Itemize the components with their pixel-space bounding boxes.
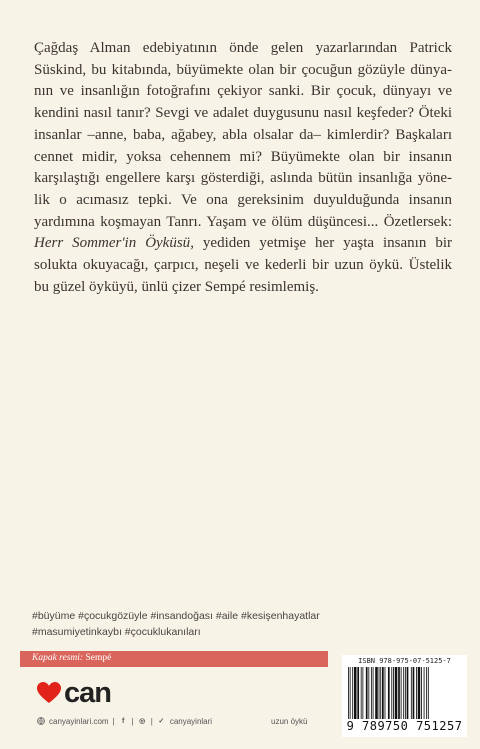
blurb-line-rest: , yediden yetmişe her yaşta insanın bir: [190, 235, 453, 252]
barcode-bar: [348, 667, 349, 719]
heart-icon: [36, 681, 62, 705]
barcode-bar: [352, 667, 353, 719]
blurb-line: bu güzel öyküyü, ünlü çizer Sempé resimlemiş.: [34, 278, 319, 295]
barcode-bar: [368, 667, 369, 719]
barcode-bar: [379, 667, 380, 719]
blurb-line: solukta okuyacağı, çarpıcı, neşeli ve kederli bir uzun öykü. Üstelik: [34, 257, 452, 274]
twitter-icon[interactable]: ✓: [158, 718, 165, 725]
barcode-bar: [393, 667, 394, 719]
blurb-line: insanlar –anne, baba, ağabey, abla olsalar da– kimlerdir? Başkaları: [34, 126, 452, 143]
cover-credit-bar: [20, 651, 328, 667]
facebook-icon[interactable]: f: [121, 718, 125, 725]
barcode-bar: [413, 667, 415, 719]
barcode-bar: [403, 667, 404, 719]
isbn-label: ISBN 978-975-07-5125-7: [358, 657, 451, 665]
barcode-bar: [401, 667, 402, 719]
globe-icon: [36, 717, 45, 726]
barcode-bar: [411, 667, 412, 719]
barcode-bar: [380, 667, 381, 719]
barcode-bar: [373, 667, 374, 719]
blurb-line: cennet midir, yoksa cehennem mi? Büyümekte olan bir insanın: [34, 148, 452, 165]
blurb-line: nın ve insanlığın fotoğrafını çekiyor sanki. Bir çocuk, dünyayı ve: [34, 83, 452, 100]
barcode-bar: [385, 667, 386, 719]
blurb-line: lik o acımasız tepki. Ve ona gereksinim duyulduğunda insanın: [34, 191, 452, 208]
barcode-bar: [366, 667, 368, 719]
barcode-bar: [350, 667, 351, 719]
back-cover-blurb: [34, 38, 452, 298]
genre-label: uzun öykü: [271, 717, 308, 726]
hashtags-line: #masumiyetinkaybı #çocuklukanıları: [32, 626, 201, 638]
book-title-italic: Herr Sommer'in Öyküsü: [34, 235, 191, 252]
barcode-bar: [361, 667, 362, 719]
barcode-bar: [398, 667, 400, 719]
blurb-line: kendini nasıl tanır? Sevgi ve adalet duygusunu nasıl keşfeder? Öteki: [34, 105, 452, 122]
barcode-bar: [375, 667, 378, 719]
separator: |: [150, 717, 153, 726]
barcode-bar: [424, 667, 425, 719]
separator: |: [112, 717, 115, 726]
barcode-bar: [354, 667, 357, 719]
blurb-line: [34, 233, 452, 255]
barcode-bar: [391, 667, 392, 719]
hashtags-line: #büyüme #çocukgözüyle #insandoğası #aile #kesişenhayatlar: [32, 610, 320, 622]
barcode-box: [342, 655, 467, 737]
barcode: [346, 667, 463, 719]
cover-credit-label: Kapak resmi:: [32, 653, 84, 663]
blurb-line: Çağdaş Alman edebiyatının önde gelen yazarlarından Patrick: [34, 40, 452, 56]
barcode-bar: [371, 667, 372, 719]
blurb-line: yardımına koşmayan Tanrı. Yaşam ve ölüm düşüncesi... Özetlersek:: [34, 213, 452, 230]
barcode-bar: [357, 667, 359, 719]
hashtags: [32, 608, 320, 640]
barcode-bar: [395, 667, 398, 719]
barcode-bar: [421, 667, 422, 719]
social-handle[interactable]: canyayinlari: [169, 717, 213, 726]
website-link[interactable]: canyayinlari.com: [49, 717, 109, 726]
logo-text: can: [64, 677, 111, 709]
cover-credit: [32, 653, 111, 663]
instagram-icon[interactable]: ◎: [139, 718, 146, 725]
publisher-footer: [36, 717, 212, 726]
cover-credit-name: Sempé: [83, 653, 112, 663]
barcode-bar: [428, 667, 429, 719]
barcode-digits: 9 789750 751257: [346, 719, 463, 733]
barcode-bar: [382, 667, 384, 719]
publisher-logo: [36, 678, 111, 708]
barcode-bar: [388, 667, 390, 719]
blurb-line: Süskind, bu kitabında, büyümekte olan bir çocuğun gözüyle dünya-: [34, 61, 452, 78]
barcode-bar: [362, 667, 363, 719]
barcode-bar: [407, 667, 409, 719]
barcode-bar: [418, 667, 421, 719]
barcode-bar: [405, 667, 406, 719]
barcode-bar: [426, 667, 427, 719]
barcode-bar: [416, 667, 417, 719]
blurb-line: karşılaştığı engellere karşı gösterdiği, aslında bütün insanlığa yöne-: [34, 170, 452, 187]
separator: |: [131, 717, 134, 726]
